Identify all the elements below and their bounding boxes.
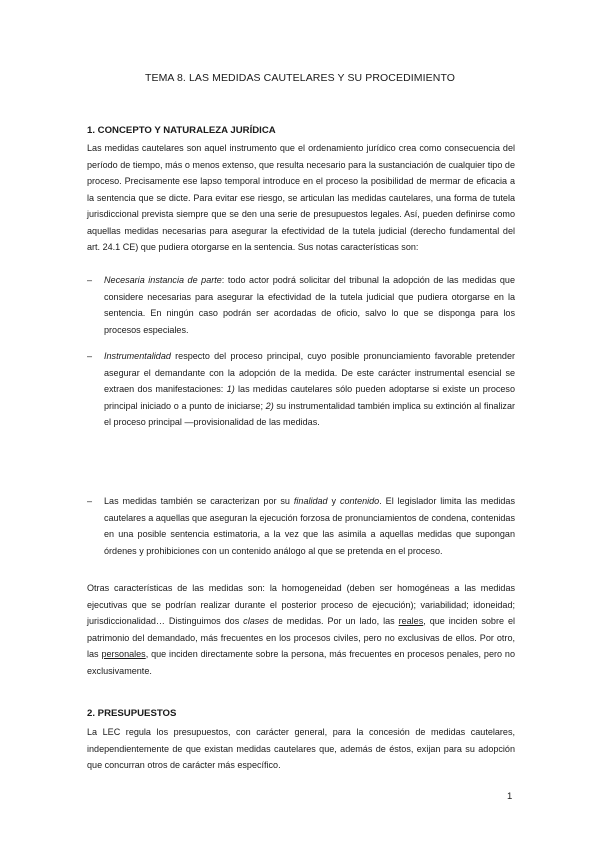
bullet-text (104, 272, 515, 338)
bullet-text (104, 348, 515, 431)
marker-2: 2) (265, 400, 274, 411)
paragraph-emphasis: clases (243, 616, 269, 626)
bullet-text (104, 493, 515, 559)
section-heading-concepto: 1. CONCEPTO Y NATURALEZA JURÍDICA (87, 125, 276, 136)
bullet-finalidad-contenido (87, 493, 515, 559)
other-characteristics-paragraph (87, 580, 515, 679)
bullet-dash: – (87, 351, 93, 361)
bullet-necesaria-instancia (87, 272, 515, 338)
paragraph-text: , que inciden directamente sobre la persona, más frecuentes en procesos penales, pero no exclusivamente. (87, 649, 515, 676)
document-title: TEMA 8. LAS MEDIDAS CAUTELARES Y SU PROCEDIMIENTO (144, 72, 456, 84)
bullet-body: su instrumentalidad también implica su extinción al finalizar el proceso principal —provisionalidad de las medidas. (104, 400, 515, 427)
bullet-body: Las medidas también se caracterizan por su (104, 496, 294, 506)
bullet-instrumentalidad (87, 348, 515, 431)
bullet-dash: – (87, 275, 93, 285)
page-number: 1 (507, 791, 513, 802)
bullet-body: y (327, 496, 340, 506)
bullet-dash: – (87, 496, 93, 506)
bullet-body: las medidas cautelares sólo pueden adoptarse si existe un proceso principal iniciado o a punto de iniciarse; (104, 384, 515, 411)
bullet-body: . El legislador limita las medidas cautelares a aquellas que aseguran la ejecución forzosa de pronunciamientos de condena, contenidas en una posible sentencia estimatoria, a la vez que las asimila a aquellas medidas que supongan órdenes y prohibiciones con un contenido análogo al que se pretenda en el proceso. (104, 496, 515, 556)
bullet-emphasis: Necesaria instancia de parte (104, 275, 222, 285)
bullet-emphasis: finalidad (293, 496, 328, 506)
bullet-body: respecto del proceso principal, cuyo posible pronunciamiento favorable pretender asegurar el demandante con la adopción de la medida. De este carácter instrumental esencial se extraen dos manifestaciones: (104, 351, 515, 394)
bullet-body: : todo actor podrá solicitar del tribunal la adopción de las medidas que considere necesarias para asegurar la efectividad de la tutela judicial que pudiera otorgarse en la sentencia. En ningún caso podrán ser acordadas de oficio, salvo lo que se disponga para los procesos especiales. (104, 275, 515, 335)
marker-1: 1) (226, 384, 235, 394)
underlined-term-reales: reales (398, 616, 424, 626)
paragraph-text: Otras características de las medidas son: la homogeneidad (deben ser homogéneas a las medidas ejecutivas que se podrían realizar durante el posterior proceso de ejecución); variabilidad; idoneidad; jurisdiccionalidad… Distinguimos dos (87, 583, 515, 626)
paragraph-text: , que inciden sobre el patrimonio del demandado, más frecuentes en los procesos civiles, pero no exclusivas de ellos. Por otro, las (87, 616, 515, 659)
intro-paragraph: Las medidas cautelares son aquel instrumento que el ordenamiento jurídico crea como consecuencia del período de tiempo, más o menos extenso, que resulta necesario para la sustanciación de cualquier tipo de proceso. Precisamente ese lapso temporal introduce en el proceso la posibilidad de mermar de eficacia a la sentencia que se dicte. Para evitar ese riesgo, se articulan las medidas cautelares, una forma de tutela jurisdiccional prevista siempre que se den una serie de presupuestos legales. Así, pueden definirse como aquellas medidas necesarias para asegurar la efectividad de la tutela judicial (derecho fundamental del art. 24.1 CE) que pudiera otorgarse en la sentencia. Sus notas características son: (87, 143, 515, 252)
underlined-term-personales: personales (101, 649, 146, 659)
paragraph-text: de medidas. Por un lado, las (268, 616, 399, 626)
bullet-emphasis: contenido (339, 496, 380, 506)
section-heading-presupuestos: 2. PRESUPUESTOS (87, 708, 177, 719)
bullet-emphasis: Instrumentalidad (104, 351, 171, 361)
presupuestos-paragraph: La LEC regula los presupuestos, con carácter general, para la concesión de medidas cautelares, independientemente de que existan medidas cautelares que, además de éstos, exijan para su adopción que concurran otros de carácter más específico. (87, 727, 515, 770)
